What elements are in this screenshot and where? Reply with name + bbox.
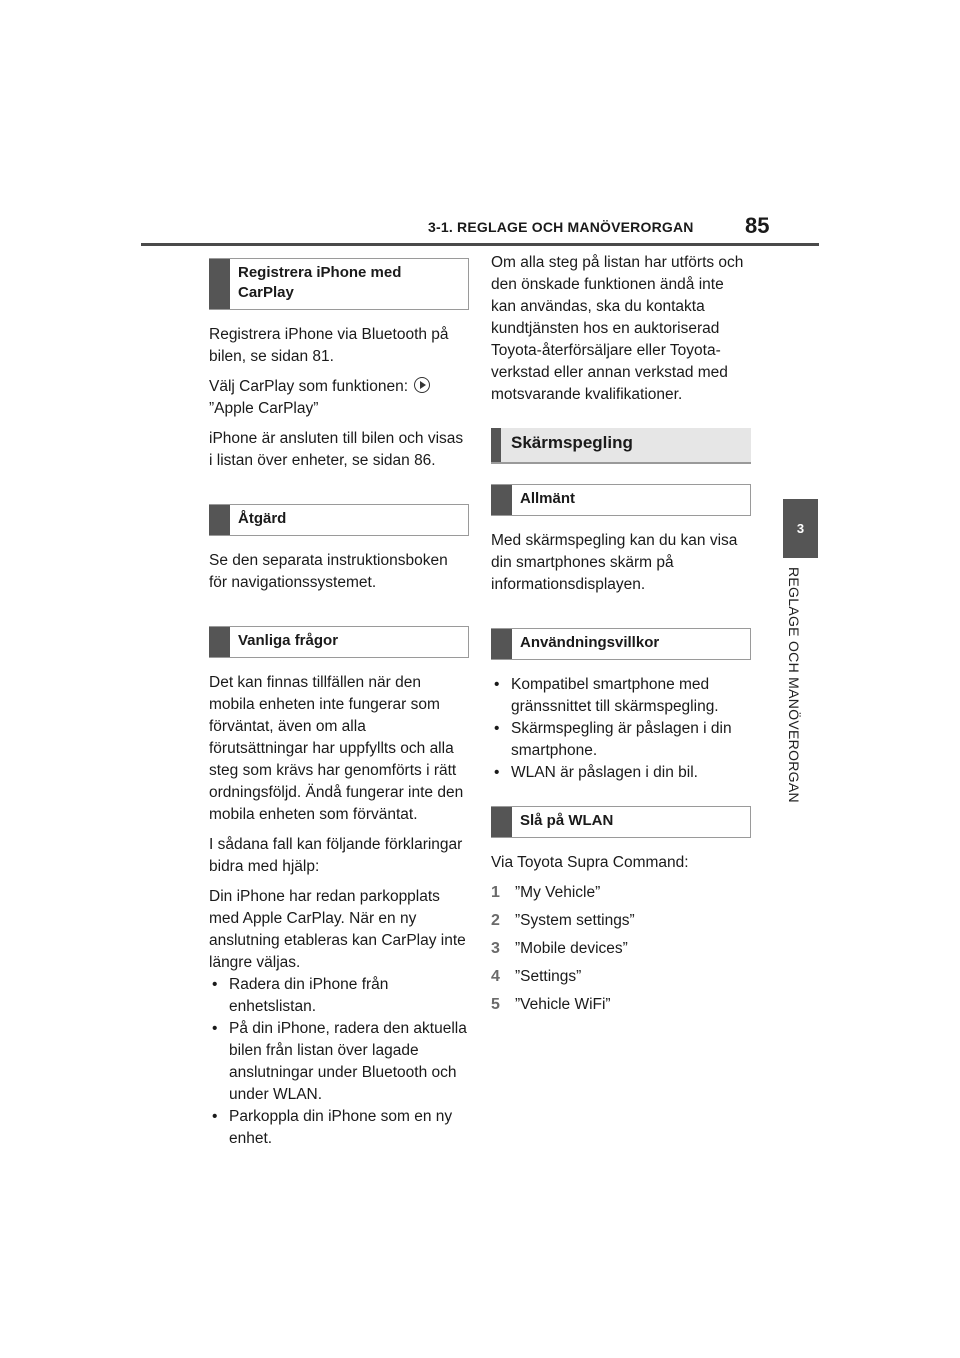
paragraph: Via Toyota Supra Command:: [491, 854, 689, 871]
section-heading-box: [491, 428, 751, 464]
paragraph: I sådana fall kan följande förklaringar bidra med hjälp:: [209, 836, 463, 875]
subheading-box: [209, 258, 469, 310]
paragraph: iPhone är ansluten till bilen och visas i listan över enheter, se sidan 86.: [209, 430, 464, 469]
paragraph: Om alla steg på listan har utförts och den önskade funktionen ändå inte kan användas, ska du kontakta kundtjänsten hos en auktoriserad Toyota-återförsäljare eller Toyota-verkstad eller annan verkstad med motsvarande kvalifikationer.: [491, 254, 744, 403]
subheading-box: [491, 628, 751, 660]
paragraph-text: Välj CarPlay som funktionen:: [209, 378, 409, 395]
subheading-box: [491, 806, 751, 838]
step-text: ”Mobile devices”: [515, 940, 628, 957]
list-item: • WLAN är påslagen i din bil.: [491, 762, 751, 784]
paragraph: Se den separata instruktionsboken för navigationssystemet.: [209, 552, 448, 591]
play-arrow-icon: [414, 377, 430, 393]
page-number: 85: [745, 213, 770, 238]
step-number: 4: [491, 968, 500, 985]
right-column: [491, 252, 751, 1022]
step-number: 2: [491, 912, 500, 929]
step-number: 3: [491, 940, 500, 957]
subheading-box: [491, 484, 751, 516]
step-number: 5: [491, 996, 500, 1013]
paragraph: Din iPhone har redan parkopplats med Apple CarPlay. När en ny anslutning etableras kan CarPlay inte längre väljas.: [209, 888, 466, 971]
header-divider: [141, 243, 819, 246]
paragraph-text: ”Apple CarPlay”: [209, 400, 319, 417]
step-text: ”My Vehicle”: [515, 884, 601, 901]
step-item: [491, 938, 751, 960]
step-text: ”Vehicle WiFi”: [515, 996, 611, 1013]
subheading-conditions: Användningsvillkor: [520, 634, 660, 651]
paragraph: Registrera iPhone via Bluetooth på bilen, se sidan 81.: [209, 326, 449, 365]
subheading-wlan: Slå på WLAN: [520, 812, 614, 829]
paragraph: [209, 376, 469, 420]
subheading-general: Allmänt: [520, 490, 576, 507]
paragraph: Det kan finnas tillfällen när den mobila enheten inte fungerar som förväntat, även om alla förutsättningar har uppfyllts och alla steg som krävs har genomförts i rätt ordningsföljd. Ändå fungerar inte den mobila enheten som förväntat.: [209, 674, 464, 823]
subheading-register-carplay: Registrera iPhone med CarPlay: [238, 264, 402, 301]
step-text: ”Settings”: [515, 968, 582, 985]
subheading-action: Åtgärd: [238, 510, 287, 527]
step-item: [491, 910, 751, 932]
left-column: [209, 258, 469, 1158]
section-heading-screen-mirroring: Skärmspegling: [511, 433, 633, 452]
list-item: • Kompatibel smartphone med gränssnittet till skärmspegling.: [491, 674, 751, 718]
bullet-list: [209, 974, 469, 1150]
step-list: [491, 882, 751, 1016]
step-number: 1: [491, 884, 500, 901]
list-item: • Skärmspegling är påslagen i din smartphone.: [491, 718, 751, 762]
section-title: 3-1. REGLAGE OCH MANÖVERORGAN: [428, 219, 694, 235]
list-item: • Parkoppla din iPhone som en ny enhet.: [209, 1106, 469, 1150]
subheading-box: [209, 504, 469, 536]
chapter-tab-label: REGLAGE OCH MANÖVERORGAN: [786, 567, 802, 803]
chapter-tab[interactable]: 3: [783, 499, 818, 558]
list-item: • Radera din iPhone från enhetslistan.: [209, 974, 469, 1018]
step-item: [491, 882, 751, 904]
bullet-list: [491, 674, 751, 784]
subheading-box: [209, 626, 469, 658]
paragraph: Med skärmspegling kan du kan visa din smartphones skärm på informationsdisplayen.: [491, 532, 738, 593]
step-item: [491, 966, 751, 988]
step-text: ”System settings”: [515, 912, 635, 929]
list-item: • På din iPhone, radera den aktuella bilen från listan över lagade anslutningar under Bluetooth och under WLAN.: [209, 1018, 469, 1106]
subheading-faq: Vanliga frågor: [238, 632, 339, 649]
step-item: [491, 994, 751, 1016]
